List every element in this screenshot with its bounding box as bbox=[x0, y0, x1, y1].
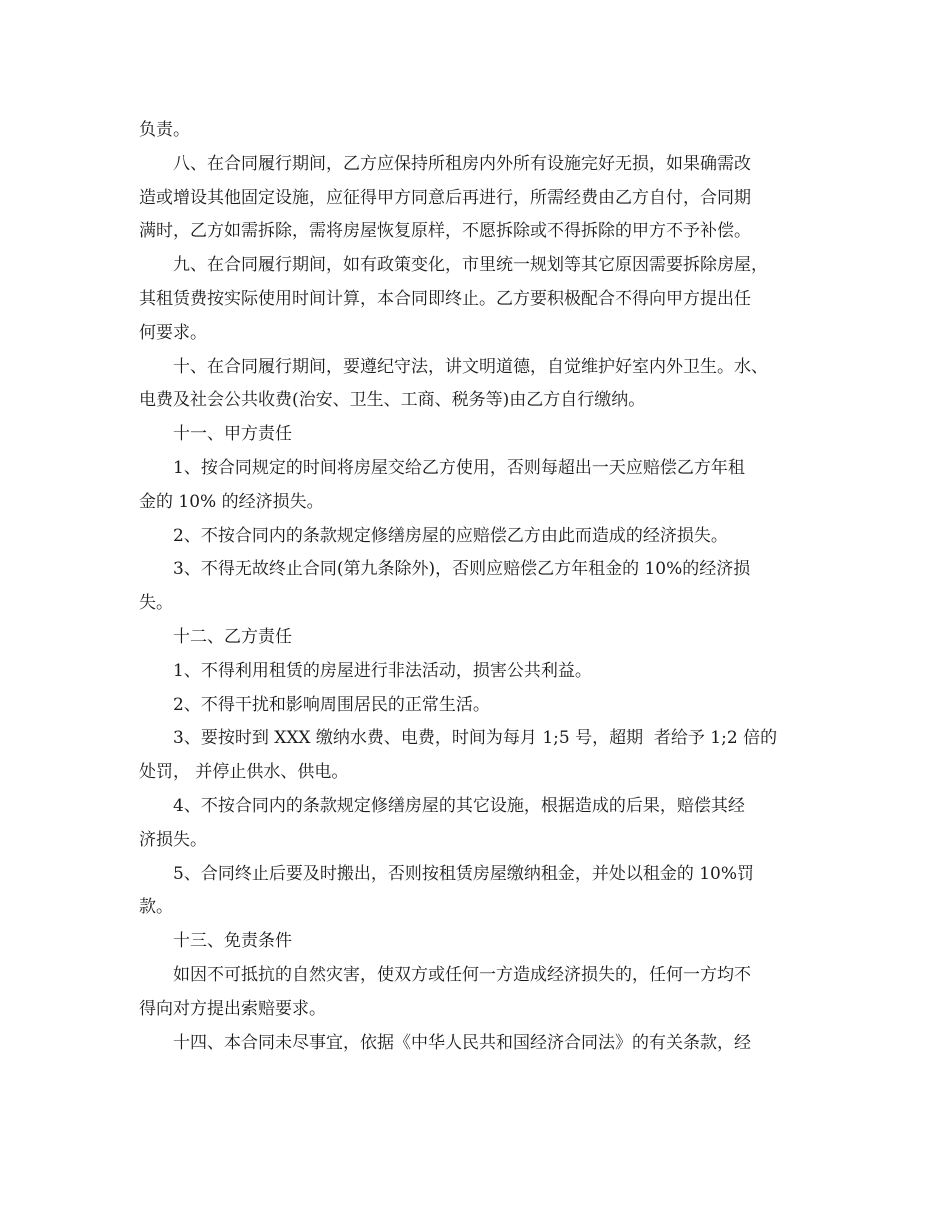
text-line: 2、不按合同内的条款规定修缮房屋的应赔偿乙方由此而造成的经济损失。 bbox=[173, 525, 728, 546]
text-line: 九、在合同履行期间，如有政策变化，市里统一规划等其它原因需要拆除房屋， bbox=[173, 255, 768, 276]
text-line: 济损失。 bbox=[139, 829, 207, 850]
text-line: 如因不可抵抗的自然灾害，使双方或任何一方造成经济损失的，任何一方均不 bbox=[173, 964, 751, 985]
text-line: 3、要按时到 XXX 缴纳水费、电费，时间为每月 1;5 号，超期 者给予 1;2 倍的 bbox=[173, 728, 778, 749]
text-line: 1、不得利用租赁的房屋进行非法活动，损害公共利益。 bbox=[173, 660, 592, 681]
text-line: 造或增设其他固定设施，应征得甲方同意后再进行，所需经费由乙方自付，合同期 bbox=[139, 187, 751, 208]
text-line: 十三、免责条件 bbox=[173, 931, 292, 952]
text-line: 十、在合同履行期间，要遵纪守法，讲文明道德，自觉维护好室内外卫生。水、 bbox=[173, 356, 768, 377]
text-line: 4、不按合同内的条款规定修缮房屋的其它设施，根据造成的后果，赔偿其经 bbox=[173, 795, 745, 816]
text-line: 得向对方提出索赔要求。 bbox=[139, 998, 326, 1019]
text-line: 3、不得无故终止合同(第九条除外)，否则应赔偿乙方年租金的 10%的经济损 bbox=[173, 559, 751, 580]
text-line: 金的 10% 的经济损失。 bbox=[139, 491, 324, 512]
text-line: 十二、乙方责任 bbox=[173, 626, 292, 647]
text-line: 电费及社会公共收费(治安、卫生、工商、税务等)由乙方自行缴纳。 bbox=[139, 390, 646, 411]
text-line: 失。 bbox=[139, 593, 173, 614]
text-line: 负责。 bbox=[139, 120, 190, 140]
text-line: 款。 bbox=[139, 897, 173, 918]
text-line: 十四、本合同未尽事宜，依据《中华人民共和国经济合同法》的有关条款，经 bbox=[173, 1032, 751, 1053]
text-line: 何要求。 bbox=[139, 322, 207, 343]
text-line: 处罚， 并停止供水、供电。 bbox=[139, 762, 349, 783]
text-line: 其租赁费按实际使用时间计算，本合同即终止。乙方要积极配合不得向甲方提出任 bbox=[139, 288, 751, 309]
text-line: 1、按合同规定的时间将房屋交给乙方使用，否则每超出一天应赔偿乙方年租 bbox=[173, 457, 745, 478]
text-line: 八、在合同履行期间，乙方应保持所租房内外所有设施完好无损，如果确需改 bbox=[173, 153, 751, 174]
text-line: 2、不得干扰和影响周围居民的正常生活。 bbox=[173, 694, 490, 715]
text-line: 满时，乙方如需拆除，需将房屋恢复原样，不愿拆除或不得拆除的甲方不予补偿。 bbox=[139, 221, 751, 242]
text-line: 5、合同终止后要及时搬出，否则按租赁房屋缴纳租金，并处以租金的 10%罚 bbox=[173, 863, 755, 884]
contract-text-body bbox=[139, 114, 839, 1060]
text-line: 十一、甲方责任 bbox=[173, 424, 292, 445]
